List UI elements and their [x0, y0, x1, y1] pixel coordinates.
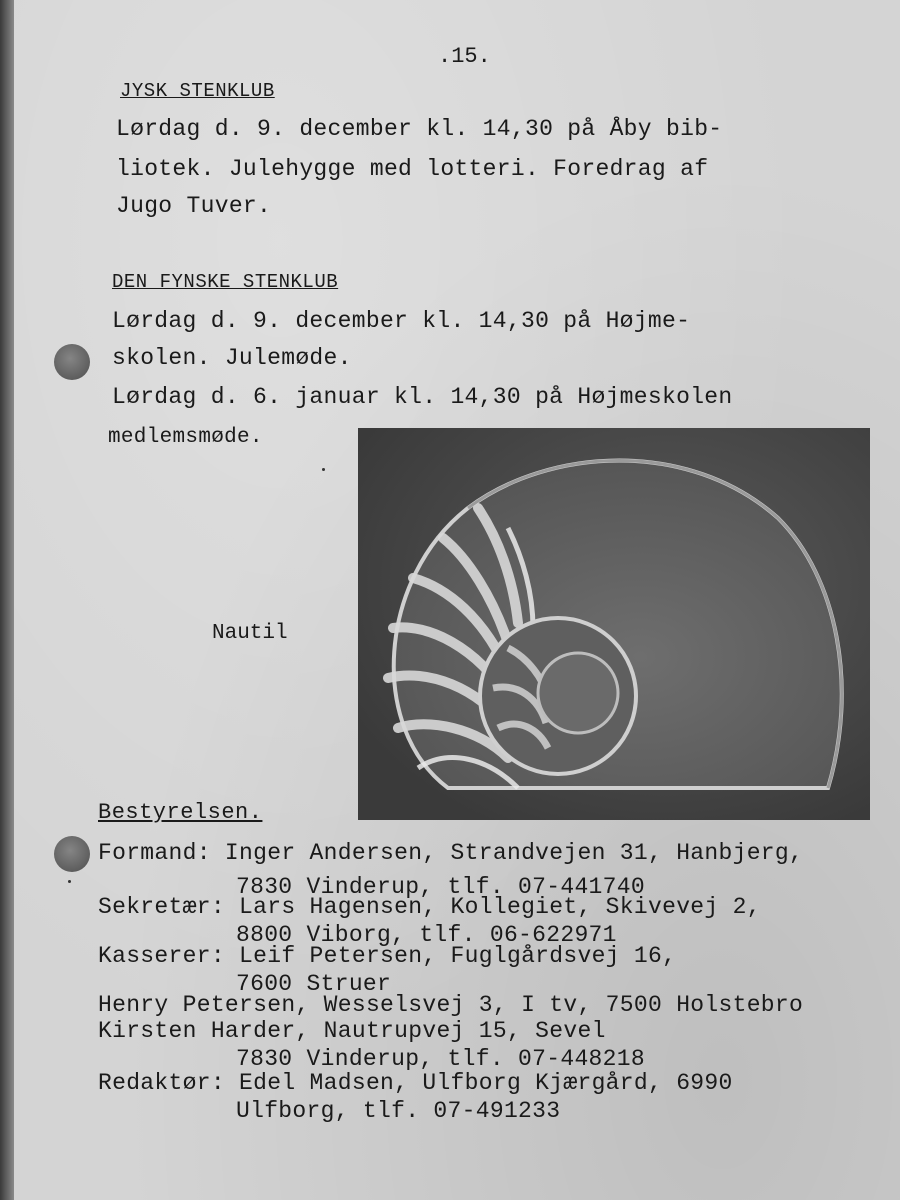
text-line: Lørdag d. 6. januar kl. 14,30 på Højmeskolen	[112, 384, 733, 410]
page-left-edge	[0, 0, 14, 1200]
text-line: Jugo Tuver.	[116, 193, 272, 219]
board-line: Kirsten Harder, Nautrupvej 15, Sevel	[98, 1018, 606, 1044]
punch-hole-top	[54, 344, 90, 380]
board-line: Formand: Inger Andersen, Strandvejen 31, Hanbjerg,	[98, 840, 804, 866]
board-line: 7830 Vinderup, tlf. 07-441740	[236, 874, 645, 900]
board-line: Kasserer: Leif Petersen, Fuglgårdsvej 16,	[98, 943, 677, 969]
board-line: Sekretær: Lars Hagensen, Kollegiet, Skivevej 2,	[98, 894, 761, 920]
section-heading-jysk: JYSK STENKLUB	[120, 80, 275, 102]
text-line: medlemsmøde.	[108, 426, 263, 449]
text-line: skolen. Julemøde.	[112, 345, 352, 371]
ink-speck	[322, 468, 325, 471]
board-line: 7600 Struer	[236, 971, 392, 997]
board-line: Ulfborg, tlf. 07-491233	[236, 1098, 561, 1124]
board-line: 7830 Vinderup, tlf. 07-448218	[236, 1046, 645, 1072]
section-heading-bestyrelsen: Bestyrelsen.	[98, 800, 263, 825]
image-caption: Nautil	[212, 622, 288, 645]
punch-hole-bottom	[54, 836, 90, 872]
board-line: 8800 Viborg, tlf. 06-622971	[236, 922, 617, 948]
section-heading-fynske: DEN FYNSKE STENKLUB	[112, 271, 339, 293]
text-line: Lørdag d. 9. december kl. 14,30 på Højme-	[112, 308, 691, 334]
text-line: liotek. Julehygge med lotteri. Foredrag af	[116, 156, 709, 182]
page-number: .15.	[438, 44, 491, 69]
board-line: Redaktør: Edel Madsen, Ulfborg Kjærgård, 6990	[98, 1070, 733, 1096]
board-line: Henry Petersen, Wesselsvej 3, I tv, 7500 Holstebro	[98, 992, 804, 1018]
ink-speck	[68, 880, 71, 883]
nautilus-shell-photo	[358, 428, 870, 820]
text-line: Lørdag d. 9. december kl. 14,30 på Åby bib-	[116, 116, 723, 142]
nautilus-icon	[358, 428, 870, 820]
document-page	[14, 0, 900, 1200]
